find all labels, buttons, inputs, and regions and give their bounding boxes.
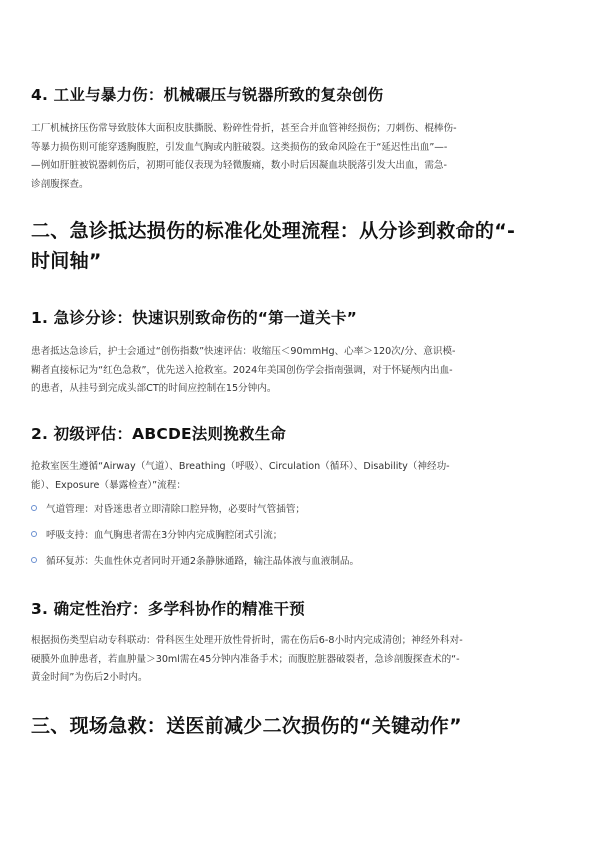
part-3-heading: 三、现场急救：送医前减少二次损伤的“关键动作” (31, 715, 462, 737)
subsection-3-heading: 3. 确定性治疗：多学科协作的精准干预 (31, 600, 305, 618)
paragraph-line: 糊者直接标记为“红色急救”，优先送入抢救室。2024年美国创伤学会指南强调，对于怀疑颅内出血- (31, 364, 453, 376)
bullet-circle-icon (31, 505, 37, 511)
paragraph-line: 硬膜外血肿患者，若血肿量＞30ml需在45分钟内准备手术；而腹腔脏器破裂者，急诊剖腹探查术的“- (31, 653, 460, 665)
paragraph-line: 能）、Exposure（暴露检查）”流程： (31, 479, 186, 491)
section-4-paragraph (31, 120, 569, 194)
bullet-circle-icon (31, 557, 37, 563)
list-item (31, 503, 305, 517)
list-item-text: 呼吸支持：血气胸患者需在3分钟内完成胸腔闭式引流； (46, 530, 283, 541)
subsection-2-paragraph (31, 458, 569, 495)
list-item-text: 气道管理：对昏迷患者立即清除口腔异物，必要时气管插管； (46, 504, 306, 515)
paragraph-line: 根据损伤类型启动专科联动：骨科医生处理开放性骨折时，需在伤后6-8小时内完成清创；神经外科对- (31, 635, 463, 646)
paragraph-line: 黄金时间”为伤后2小时内。 (31, 672, 148, 683)
bullet-circle-icon (31, 531, 37, 537)
paragraph-line: 等暴力损伤则可能穿透胸腹腔，引发血气胸或内脏破裂。这类损伤的致命风险在于“延迟性出血”—- (31, 141, 448, 153)
paragraph-line: 工厂机械挤压伤常导致肢体大面积皮肤撕脱、粉碎性骨折，甚至合并血管神经损伤；刀刺伤、棍棒伤- (31, 123, 457, 134)
subsection-3-paragraph (31, 632, 569, 688)
paragraph-line: —例如肝脏被锐器刺伤后，初期可能仅表现为轻微腹痛，数小时后因凝血块脱落引发大出血，需急- (31, 160, 447, 171)
heading-line: 时间轴” (31, 250, 102, 272)
subsection-1-paragraph (31, 343, 569, 399)
subsection-1-heading: 1. 急诊分诊：快速识别致命伤的“第一道关卡” (31, 309, 358, 327)
list-item-text: 循环复苏：失血性休克者同时开通2条静脉通路，输注晶体液与血液制品。 (46, 556, 360, 567)
heading-line: 二、急诊抵达损伤的标准化处理流程：从分诊到救命的“- (31, 220, 516, 242)
part-2-heading (31, 216, 515, 276)
section-4-heading: 4. 工业与暴力伤：机械碾压与锐器所致的复杂创伤 (31, 86, 384, 104)
list-item (31, 529, 282, 543)
paragraph-line: 的患者，从挂号到完成头部CT的时间应控制在15分钟内。 (31, 383, 277, 394)
list-item (31, 555, 359, 569)
subsection-2-heading: 2. 初级评估：ABCDE法则挽救生命 (31, 425, 287, 443)
paragraph-line: 患者抵达急诊后，护士会通过“创伤指数”快速评估：收缩压＜90mmHg、心率＞120次/分、意识模- (31, 346, 456, 357)
paragraph-line: 诊剖腹探查。 (31, 178, 89, 190)
paragraph-line: 抢救室医生遵循“Airway（气道）、Breathing（呼吸）、Circulation（循环）、Disability（神经功- (31, 461, 450, 472)
